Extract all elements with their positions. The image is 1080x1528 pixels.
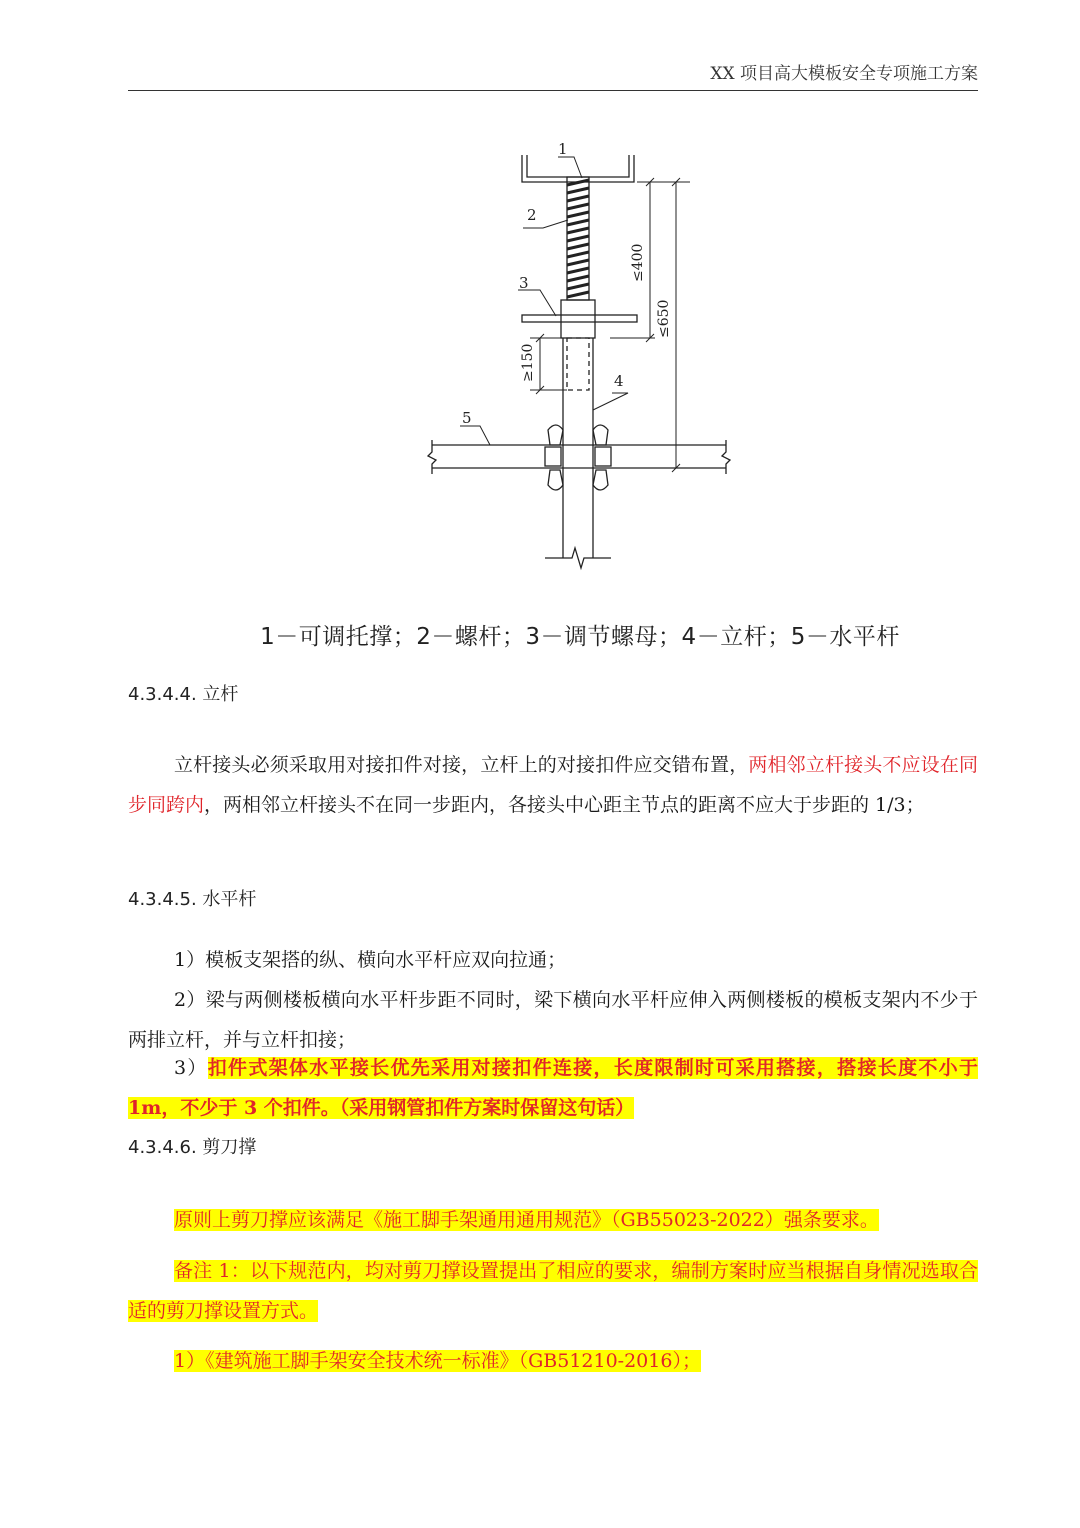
- scissor-brace-note: [128, 1251, 978, 1331]
- dimension-400: ≤400: [630, 243, 646, 282]
- principle-highlight: 原则上剪刀撑应该满足《施工脚手架通用通用规范》（GB55023-2022）强条要求。: [174, 1209, 879, 1231]
- horizontal-bar-item-2: 2）梁与两侧楼板横向水平杆步距不同时，梁下横向水平杆应伸入两侧楼板的模板支架内不少于两排立杆，并与立杆扣接；: [128, 989, 978, 1051]
- figure-caption: 1－可调托撑；2－螺杆；3－调节螺母；4－立杆；5－水平杆: [260, 624, 900, 650]
- paragraph-pole-joint: [128, 745, 978, 825]
- section-heading-4346: 4.3.4.6. 剪刀撑: [128, 1137, 257, 1158]
- note-highlight: 备注 1：以下规范内，均对剪刀撑设置提出了相应的要求，编制方案时应当根据自身情况选取合适的剪刀撑设置方式。: [128, 1260, 978, 1322]
- scissor-brace-standard-1: [128, 1341, 978, 1381]
- section-heading-4344: 4.3.4.4. 立杆: [128, 684, 239, 705]
- adjustable-support-diagram: [415, 140, 750, 575]
- horizontal-bar-item-1: 1）模板支架搭的纵、横向水平杆应双向拉通；: [174, 949, 567, 971]
- pole-text-red: 两相邻立杆接头不应设在同步同跨内: [128, 754, 978, 816]
- scissor-brace-principle: [128, 1200, 978, 1240]
- dimension-650: ≤650: [656, 299, 672, 338]
- diagram-label-5: 5: [462, 409, 472, 427]
- page-header: [128, 62, 978, 91]
- horizontal-bar-item-3: [128, 1048, 978, 1128]
- standard-1-highlight: 1）《建筑施工脚手架安全技术统一标准》（GB51210-2016）；: [174, 1350, 701, 1372]
- pole-text-b: ，两相邻立杆接头不在同一步距内，各接头中心距主节点的距离不应大于步距的 1/3；: [204, 794, 925, 816]
- diagram-label-3: 3: [519, 274, 529, 292]
- diagram-label-1: 1: [558, 140, 568, 158]
- dimension-150: ≥150: [520, 343, 536, 382]
- item-3-highlight: 扣件式架体水平接长优先采用对接扣件连接，长度限制时可采用搭接，搭接长度不小于 1m，不少于 3 个扣件。（采用钢管扣件方案时保留这句话）: [128, 1057, 978, 1119]
- section-heading-4345: 4.3.4.5. 水平杆: [128, 889, 257, 910]
- pole-text-a: 立杆接头必须采取用对接扣件对接，立杆上的对接扣件应交错布置，: [174, 754, 749, 776]
- diagram-label-2: 2: [527, 206, 537, 224]
- diagram-label-4: 4: [614, 372, 624, 390]
- item-3-number: 3）: [174, 1057, 208, 1079]
- header-title: XX 项目高大模板安全专项施工方案: [710, 64, 978, 84]
